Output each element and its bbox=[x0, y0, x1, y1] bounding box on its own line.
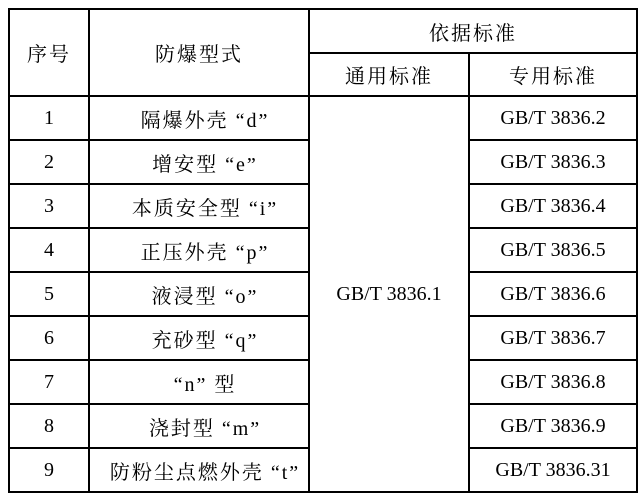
cell-special: GB/T 3836.3 bbox=[469, 140, 637, 184]
cell-type: 防粉尘点燃外壳 “t” bbox=[89, 448, 309, 492]
cell-serial: 1 bbox=[9, 96, 89, 140]
cell-type: 增安型 “e” bbox=[89, 140, 309, 184]
cell-serial: 5 bbox=[9, 272, 89, 316]
cell-general-standard: GB/T 3836.1 bbox=[309, 96, 469, 492]
cell-serial: 9 bbox=[9, 448, 89, 492]
header-serial: 序号 bbox=[9, 9, 89, 96]
cell-type: 浇封型 “m” bbox=[89, 404, 309, 448]
cell-special: GB/T 3836.31 bbox=[469, 448, 637, 492]
cell-serial: 2 bbox=[9, 140, 89, 184]
cell-special: GB/T 3836.5 bbox=[469, 228, 637, 272]
cell-serial: 8 bbox=[9, 404, 89, 448]
cell-serial: 6 bbox=[9, 316, 89, 360]
cell-special: GB/T 3836.7 bbox=[469, 316, 637, 360]
cell-special: GB/T 3836.6 bbox=[469, 272, 637, 316]
cell-type: 隔爆外壳 “d” bbox=[89, 96, 309, 140]
cell-type: “n” 型 bbox=[89, 360, 309, 404]
cell-special: GB/T 3836.9 bbox=[469, 404, 637, 448]
cell-type: 本质安全型 “i” bbox=[89, 184, 309, 228]
header-basis: 依据标准 bbox=[309, 9, 637, 53]
cell-serial: 4 bbox=[9, 228, 89, 272]
header-special-standard: 专用标准 bbox=[469, 53, 637, 96]
cell-type: 正压外壳 “p” bbox=[89, 228, 309, 272]
explosion-proof-standards-table bbox=[8, 8, 638, 493]
cell-special: GB/T 3836.2 bbox=[469, 96, 637, 140]
cell-type: 充砂型 “q” bbox=[89, 316, 309, 360]
table-row bbox=[9, 96, 637, 140]
cell-special: GB/T 3836.4 bbox=[469, 184, 637, 228]
header-type: 防爆型式 bbox=[89, 9, 309, 96]
cell-serial: 7 bbox=[9, 360, 89, 404]
header-general-standard: 通用标准 bbox=[309, 53, 469, 96]
cell-serial: 3 bbox=[9, 184, 89, 228]
cell-type: 液浸型 “o” bbox=[89, 272, 309, 316]
header-row-1 bbox=[9, 9, 637, 53]
cell-special: GB/T 3836.8 bbox=[469, 360, 637, 404]
